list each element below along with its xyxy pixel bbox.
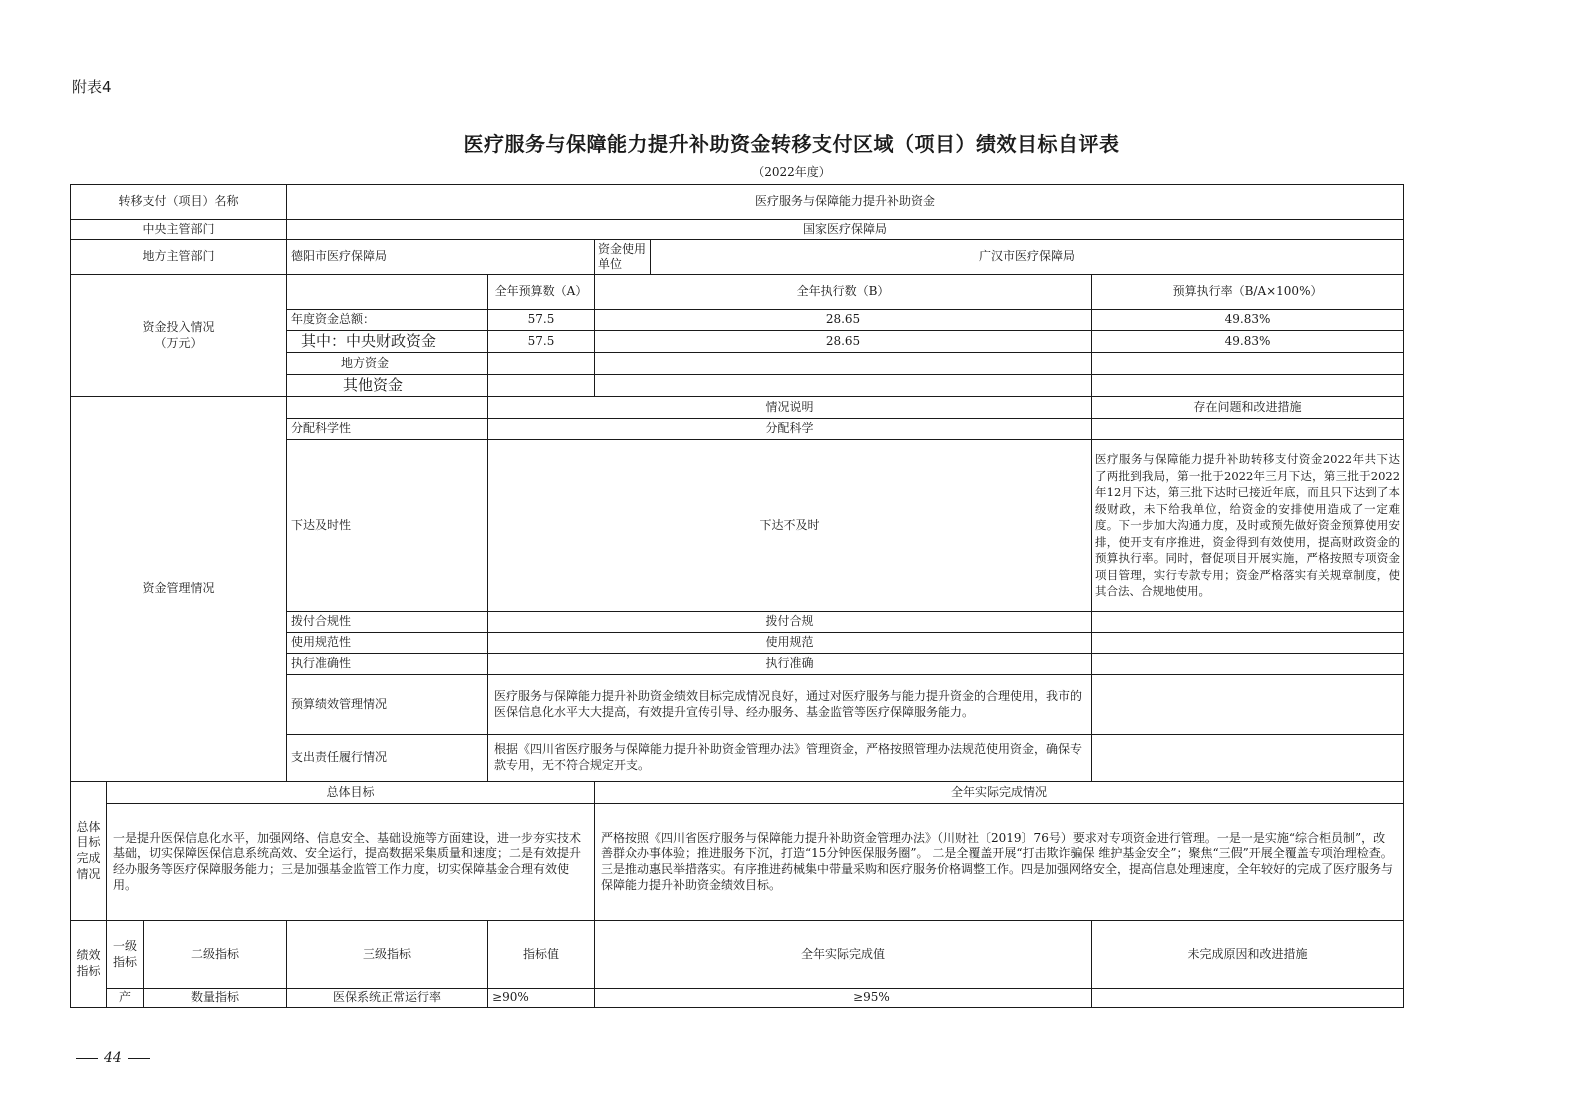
- funds-row-budget: [488, 375, 595, 397]
- project-name-value: 医疗服务与保障能力提升补助资金: [287, 185, 1404, 220]
- management-row-label: 支出责任履行情况: [287, 735, 488, 782]
- management-row-label: 执行准确性: [287, 654, 488, 675]
- fund-user-value: 广汉市医疗保障局: [651, 240, 1404, 275]
- funds-row-budget: 57.5: [488, 331, 595, 353]
- funds-row-exec: 28.65: [595, 331, 1092, 353]
- overall-goal-text: 一是提升医保信息化水平，加强网络、信息安全、基础设施等方面建设，进一步夯实技术基础，切实保障医保信息系统高效、安全运行，提高数据采集质量和速度；二是有效提升经办服务等医疗保障服务能力；三是加强基金监管工作力度，切实保障基金合理有效使用。: [107, 804, 595, 921]
- funds-row-rate: 49.83%: [1092, 310, 1404, 331]
- management-row-issue: [1092, 735, 1404, 782]
- page-dash-right: [128, 1058, 150, 1059]
- management-header-row: [71, 397, 1404, 419]
- overall-header-row: [71, 782, 1404, 804]
- page-number-value: 44: [104, 1050, 122, 1066]
- management-row-desc: 下达不及时: [488, 440, 1092, 612]
- management-row-desc: 执行准确: [488, 654, 1092, 675]
- funds-row-rate: [1092, 353, 1404, 375]
- funds-row-exec: 28.65: [595, 310, 1092, 331]
- management-col-issue: 存在问题和改进措施: [1092, 397, 1404, 419]
- funds-row-label: 年度资金总额：: [287, 310, 488, 331]
- year-label: （2022年度）: [752, 165, 831, 179]
- overall-actual-text: 严格按照《四川省医疗服务与保障能力提升补助资金管理办法》（川财社〔2019〕76号）要求对专项资金进行管理。一是一是实施“综合柜员制”，改善群众办事体验；推进服务下沉，打造“15分钟医保服务圈”。 二是全覆盖开展“打击欺诈骗保 维护基金安全”；聚焦“三假”开展全覆盖专项治理检查。三是推动惠民举措落实。有序推进药械集中带量采购和医疗服务价格调整工作。四是加强网络安全，提高信息处理速度，全年较好的完成了医疗服务与保障能力提升补助资金绩效目标。: [595, 804, 1404, 921]
- indicator-section-label: 绩效指标: [71, 921, 107, 1008]
- overall-col-goal: 总体目标: [107, 782, 595, 804]
- funds-header-blank: [287, 275, 488, 310]
- funds-row-budget: [488, 353, 595, 375]
- management-row-label: 使用规范性: [287, 633, 488, 654]
- funds-row-label: 其中：中央财政资金: [287, 331, 488, 353]
- funds-col-budget: 全年预算数（A）: [488, 275, 595, 310]
- funds-row-label: 其他资金: [287, 375, 488, 397]
- funds-row-rate: [1092, 375, 1404, 397]
- local-dept-value: 德阳市医疗保障局: [287, 240, 595, 275]
- management-section-label: 资金管理情况: [71, 397, 287, 782]
- indicator-col-value: 指标值: [488, 921, 595, 989]
- page-title: 医疗服务与保障能力提升补助资金转移支付区域（项目）绩效目标自评表: [463, 132, 1120, 156]
- indicator-col-level3: 三级指标: [287, 921, 488, 989]
- funds-header-row: [71, 275, 1404, 310]
- management-row-desc: 使用规范: [488, 633, 1092, 654]
- funds-row-label: 地方资金: [287, 353, 488, 375]
- overall-section-label: 总体目标完成情况: [71, 782, 107, 921]
- indicator-row-value: ≥90%: [488, 989, 595, 1008]
- indicator-col-actual: 全年实际完成值: [595, 921, 1092, 989]
- indicator-col-reason: 未完成原因和改进措施: [1092, 921, 1404, 989]
- management-row-label: 预算绩效管理情况: [287, 675, 488, 735]
- management-row-label: 拨付合规性: [287, 612, 488, 633]
- overall-content-row: [71, 804, 1404, 921]
- management-row-issue: [1092, 419, 1404, 440]
- funds-section-title: 资金投入情况: [142, 319, 215, 334]
- indicator-row-reason: [1092, 989, 1404, 1008]
- management-row-issue: [1092, 612, 1404, 633]
- funds-col-rate: 预算执行率（B/A×100%）: [1092, 275, 1404, 310]
- page-number: [70, 1050, 156, 1066]
- funds-row-rate: 49.83%: [1092, 331, 1404, 353]
- management-row-issue: [1092, 675, 1404, 735]
- indicator-row-level2: 数量指标: [144, 989, 287, 1008]
- management-row-issue: [1092, 654, 1404, 675]
- page-dash-left: [76, 1058, 98, 1059]
- management-row-issue: 医疗服务与保障能力提升补助转移支付资金2022年共下达了两批到我局，第一批于2022年三月下达，第三批于2022年12月下达，第三批下达时已接近年底，而且只下达到了本级财政，未下给我单位，给资金的安排使用造成了一定难度。下一步加大沟通力度，及时或预先做好资金预算使用安排，使开支有序推进，资金得到有效使用，提高财政资金的预算执行率。同时，督促项目开展实施，严格按照专项资金项目管理，实行专款专用；资金严格落实有关规章制度，使其合法、合规地使用。: [1092, 440, 1404, 612]
- management-row-desc: 拨付合规: [488, 612, 1092, 633]
- funds-section-unit: （万元）: [154, 335, 203, 350]
- indicator-row-actual: ≥95%: [595, 989, 1092, 1008]
- central-dept-row: [71, 220, 1404, 240]
- indicator-row: [71, 989, 1404, 1008]
- indicator-header-row: [71, 921, 1404, 989]
- self-evaluation-table: [70, 184, 1404, 1008]
- management-header-blank: [287, 397, 488, 419]
- indicator-row-level3: 医保系统正常运行率: [287, 989, 488, 1008]
- local-dept-label: 地方主管部门: [71, 240, 287, 275]
- local-dept-row: [71, 240, 1404, 275]
- funds-section-label: [71, 275, 287, 397]
- central-dept-label: 中央主管部门: [71, 220, 287, 240]
- project-name-row: [71, 185, 1404, 220]
- attachment-label: 附表4: [72, 78, 112, 96]
- fund-user-label: 资金使用单位: [595, 240, 651, 275]
- funds-row-exec: [595, 375, 1092, 397]
- central-dept-value: 国家医疗保障局: [287, 220, 1404, 240]
- management-col-desc: 情况说明: [488, 397, 1092, 419]
- management-row-label: 下达及时性: [287, 440, 488, 612]
- funds-row-budget: 57.5: [488, 310, 595, 331]
- management-row-desc: 根据《四川省医疗服务与保障能力提升补助资金管理办法》管理资金，严格按照管理办法规范使用资金，确保专款专用，无不符合规定开支。: [488, 735, 1092, 782]
- funds-col-exec: 全年执行数（B）: [595, 275, 1092, 310]
- funds-row-exec: [595, 353, 1092, 375]
- management-row-desc: 分配科学: [488, 419, 1092, 440]
- indicator-col-level1: 一级指标: [107, 921, 144, 989]
- project-name-label: 转移支付（项目）名称: [71, 185, 287, 220]
- overall-col-actual: 全年实际完成情况: [595, 782, 1404, 804]
- indicator-row-level1: 产: [107, 989, 144, 1008]
- indicator-col-level2: 二级指标: [144, 921, 287, 989]
- management-row-label: 分配科学性: [287, 419, 488, 440]
- management-row-issue: [1092, 633, 1404, 654]
- management-row-desc: 医疗服务与保障能力提升补助资金绩效目标完成情况良好，通过对医疗服务与能力提升资金的合理使用，我市的医保信息化水平大大提高，有效提升宣传引导、经办服务、基金监管等医疗保障服务能力。: [488, 675, 1092, 735]
